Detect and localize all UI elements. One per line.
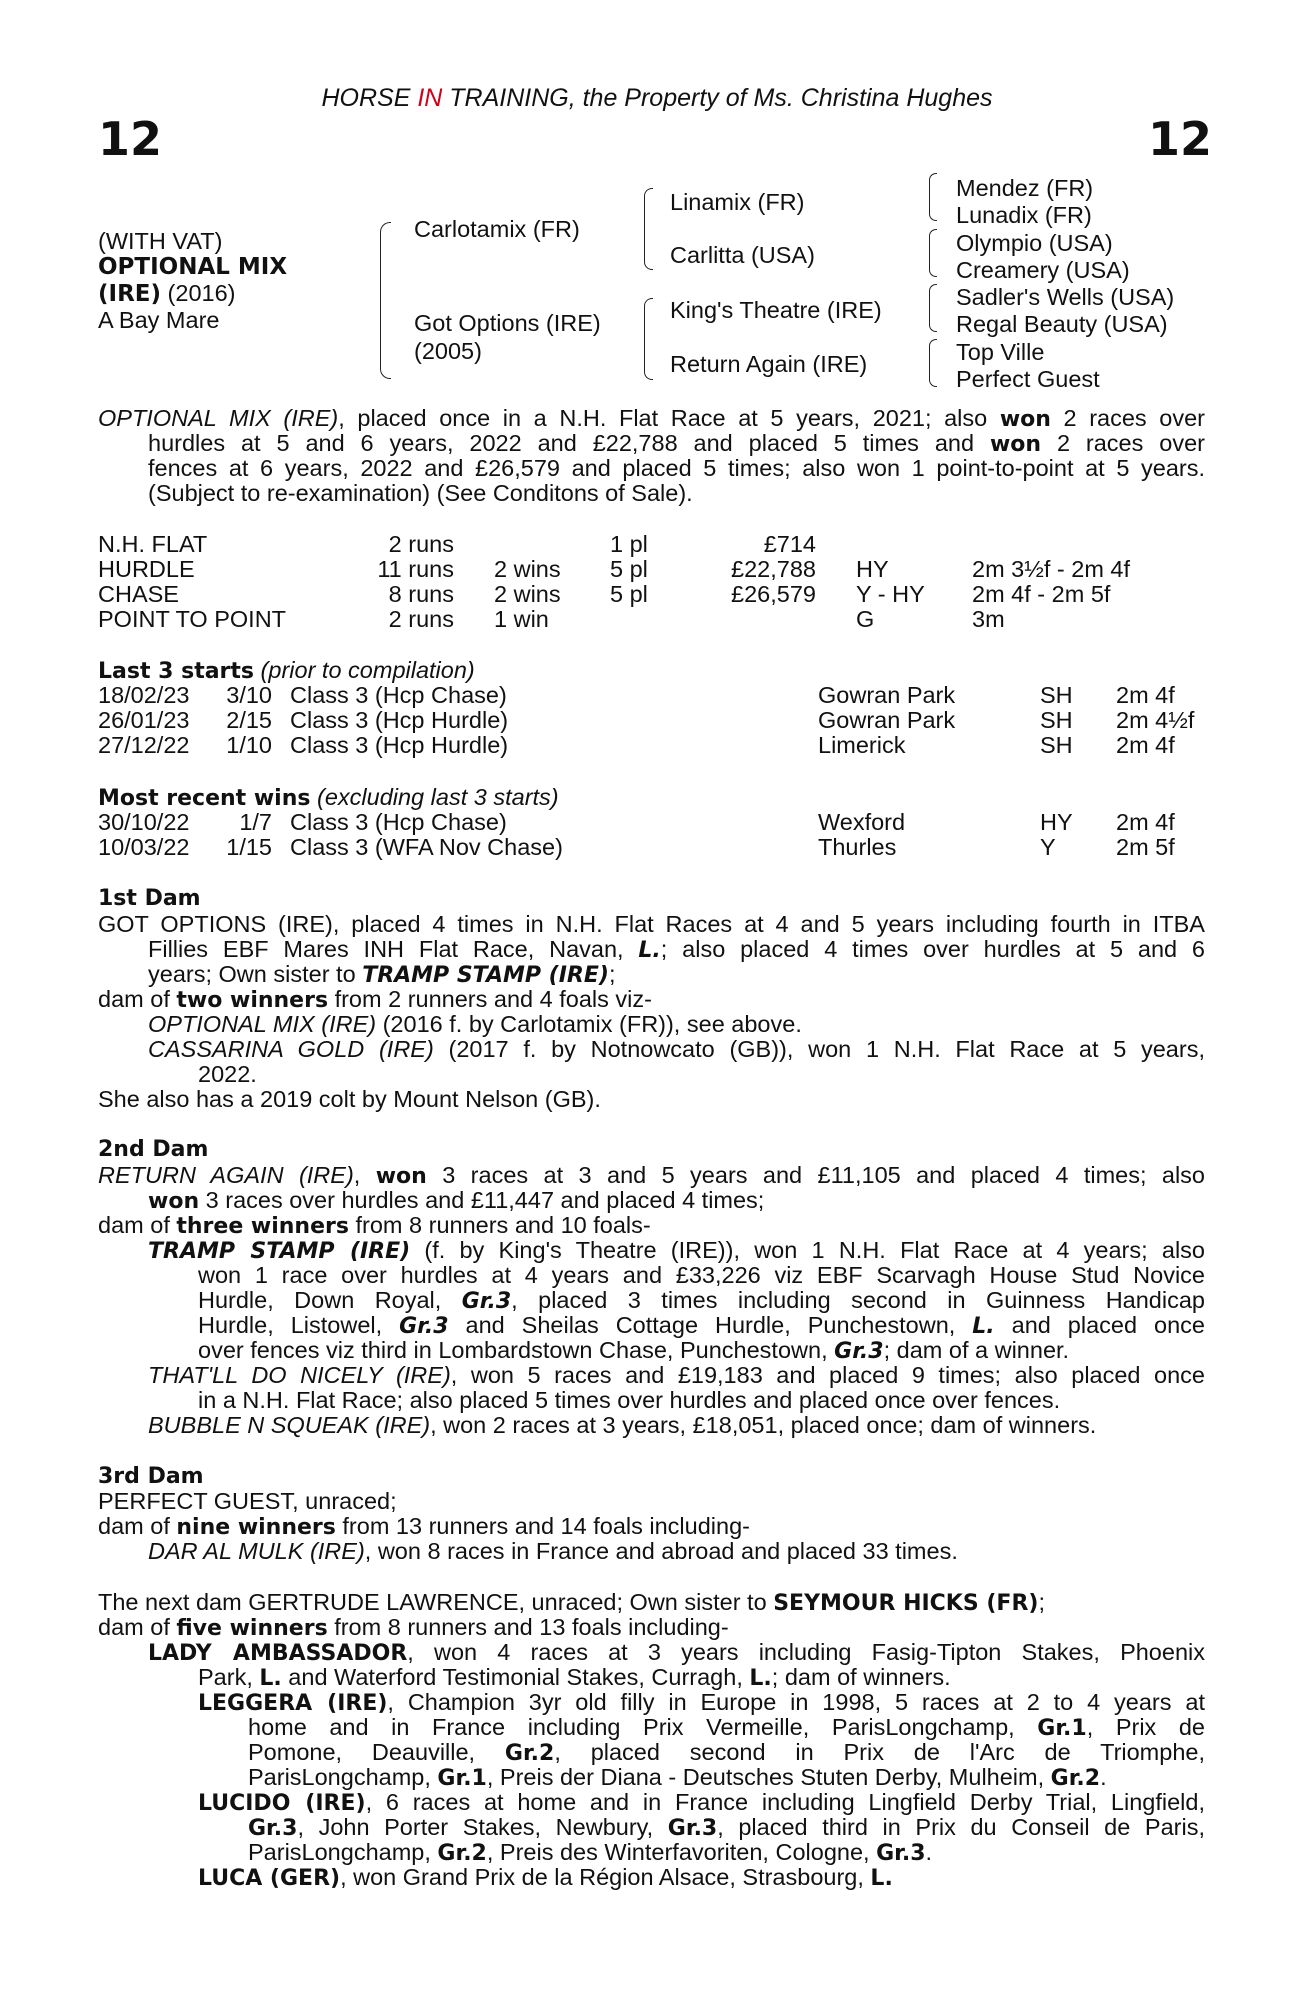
record-row: HURDLE 11 runs 2 wins 5 pl £22,788 HY 2m 3½f - 2m 4f	[98, 556, 1131, 582]
next-dam-line: dam of five winners from 8 runners and 13 foals including-	[98, 1614, 729, 1641]
start-row: 27/12/22 1/10 Class 3 (Hcp Hurdle) Limerick SH 2m 4f	[98, 732, 1175, 758]
dam2-line: dam of three winners from 8 runners and 10 foals-	[98, 1212, 651, 1239]
dam1-line: GOT OPTIONS (IRE), placed 4 times in N.H. Flat Races at 4 and 5 years including fourth in ITBA	[98, 911, 1205, 937]
summary-line-3: fences at 6 years, 2022 and £26,579 and placed 5 times; also won 1 point-to-point at 5 years.	[148, 455, 1205, 481]
horse-origin-year: (IRE) (2016)	[98, 280, 236, 307]
next-dam-line: home and in France including Prix Vermeille, ParisLongchamp, Gr.1, Prix de	[248, 1714, 1205, 1741]
dam2-line: RETURN AGAIN (IRE), won 3 races at 3 and 5 years and £11,105 and placed 4 times; also	[98, 1162, 1205, 1189]
pedigree-sire-sire: Linamix (FR)	[670, 189, 805, 215]
next-dam-line: Park, L. and Waterford Testimonial Stakes, Curragh, L.; dam of winners.	[198, 1664, 951, 1691]
summary-line-4: (Subject to re-examination) (See Conditons of Sale).	[148, 480, 693, 506]
pedigree-great-2: Lunadix (FR)	[956, 202, 1092, 228]
pedigree-brace-sire	[644, 188, 653, 270]
summary-line-2: hurdles at 5 and 6 years, 2022 and £22,788 and placed 5 times and won 2 races over	[148, 430, 1205, 457]
dam1-line: years; Own sister to TRAMP STAMP (IRE);	[148, 961, 616, 988]
next-dam-produce: LEGGERA (IRE), Champion 3yr old filly in Europe in 1998, 5 races at 2 to 4 years at	[198, 1689, 1205, 1716]
summary-line-1: OPTIONAL MIX (IRE), placed once in a N.H. Flat Race at 5 years, 2021; also won 2 races over	[98, 405, 1206, 432]
dam2-heading: 2nd Dam	[98, 1137, 209, 1162]
start-row: 18/02/23 3/10 Class 3 (Hcp Chase) Gowran Park SH 2m 4f	[98, 682, 1175, 708]
pedigree-dam-year: (2005)	[414, 338, 482, 364]
pedigree-great-6: Regal Beauty (USA)	[956, 311, 1168, 337]
header-highlight: IN	[417, 84, 443, 112]
pedigree-brace-g2	[929, 229, 937, 277]
dam2-produce: TRAMP STAMP (IRE) (f. by King's Theatre (IRE)), won 1 N.H. Flat Race at 4 years; also	[148, 1237, 1205, 1264]
pedigree-dam-dam: Return Again (IRE)	[670, 351, 868, 377]
page-header: HORSE IN TRAINING, the Property of Ms. Christina Hughes	[321, 84, 993, 112]
dam2-line: Hurdle, Listowel, Gr.3 and Sheilas Cottage Hurdle, Punchestown, L. and placed once	[198, 1312, 1205, 1339]
pedigree-brace-g1	[929, 173, 937, 221]
dam2-line: over fences viz third in Lombardstown Chase, Punchestown, Gr.3; dam of a winner.	[198, 1337, 1070, 1364]
next-dam-produce: LADY AMBASSADOR, won 4 races at 3 years including Fasig-Tipton Stakes, Phoenix	[148, 1639, 1205, 1666]
dam2-line: won 1 race over hurdles at 4 years and £33,226 viz EBF Scarvagh House Stud Novice	[198, 1262, 1205, 1288]
next-dam-line: The next dam GERTRUDE LAWRENCE, unraced; Own sister to SEYMOUR HICKS (FR);	[98, 1589, 1045, 1616]
pedigree-great-1: Mendez (FR)	[956, 175, 1094, 201]
next-dam-line: ParisLongchamp, Gr.1, Preis der Diana - Deutsches Stuten Derby, Mulheim, Gr.2.	[248, 1764, 1107, 1791]
last3-heading: Last 3 starts (prior to compilation)	[98, 657, 475, 684]
dam1-produce: OPTIONAL MIX (IRE) (2016 f. by Carlotamix (FR)), see above.	[148, 1011, 802, 1037]
pedigree-brace-g4	[929, 339, 937, 387]
dam2-produce: BUBBLE N SQUEAK (IRE), won 2 races at 3 years, £18,051, placed once; dam of winners.	[148, 1412, 1097, 1438]
win-row: 30/10/22 1/7 Class 3 (Hcp Chase) Wexford HY 2m 4f	[98, 809, 1175, 835]
dam1-line: She also has a 2019 colt by Mount Nelson (GB).	[98, 1086, 601, 1112]
horse-name: OPTIONAL MIX	[98, 254, 288, 280]
dam1-line: dam of two winners from 2 runners and 4 foals viz-	[98, 986, 652, 1013]
dam3-line: dam of nine winners from 13 runners and 14 foals including-	[98, 1513, 750, 1540]
pedigree-great-5: Sadler's Wells (USA)	[956, 284, 1175, 310]
next-dam-line: Gr.3, John Porter Stakes, Newbury, Gr.3, placed third in Prix du Conseil de Paris,	[248, 1814, 1205, 1841]
record-row: POINT TO POINT 2 runs 1 win G 3m	[98, 606, 1005, 632]
lot-number-right: 12	[1148, 112, 1213, 166]
horse-description: A Bay Mare	[98, 307, 220, 333]
next-dam-line: Pomone, Deauville, Gr.2, placed second in Prix de l'Arc de Triomphe,	[248, 1739, 1205, 1766]
vat-label: (WITH VAT)	[98, 228, 223, 254]
dam1-heading: 1st Dam	[98, 886, 201, 911]
pedigree-dam: Got Options (IRE)	[414, 310, 601, 336]
lot-number-left: 12	[98, 112, 163, 166]
dam3-heading: 3rd Dam	[98, 1464, 204, 1489]
win-row: 10/03/22 1/15 Class 3 (WFA Nov Chase) Thurles Y 2m 5f	[98, 834, 1175, 860]
record-row: CHASE 8 runs 2 wins 5 pl £26,579 Y - HY 2m 4f - 2m 5f	[98, 581, 1111, 607]
next-dam-produce: LUCA (GER), won Grand Prix de la Région Alsace, Strasbourg, L.	[198, 1864, 893, 1891]
dam2-line: won 3 races over hurdles and £11,447 and placed 4 times;	[148, 1187, 765, 1214]
pedigree-great-7: Top Ville	[956, 339, 1045, 365]
pedigree-great-8: Perfect Guest	[956, 366, 1100, 392]
pedigree-great-4: Creamery (USA)	[956, 257, 1130, 283]
next-dam-line: ParisLongchamp, Gr.2, Preis des Winterfavoriten, Cologne, Gr.3.	[248, 1839, 933, 1866]
pedigree-dam-sire: King's Theatre (IRE)	[670, 297, 882, 323]
start-row: 26/01/23 2/15 Class 3 (Hcp Hurdle) Gowran Park SH 2m 4½f	[98, 707, 1195, 733]
pedigree-sire-dam: Carlitta (USA)	[670, 242, 815, 268]
dam1-line: Fillies EBF Mares INH Flat Race, Navan, L.; also placed 4 times over hurdles at 5 and 6	[148, 936, 1205, 963]
pedigree-brace-main	[380, 222, 391, 379]
dam1-produce: CASSARINA GOLD (IRE) (2017 f. by Notnowcato (GB)), won 1 N.H. Flat Race at 5 years,	[148, 1036, 1205, 1062]
pedigree-brace-dam	[644, 298, 653, 380]
dam3-line: PERFECT GUEST, unraced;	[98, 1488, 397, 1514]
dam2-line: Hurdle, Down Royal, Gr.3, placed 3 times including second in Guinness Handicap	[198, 1287, 1205, 1314]
dam1-line: 2022.	[198, 1061, 257, 1087]
dam2-produce: THAT'LL DO NICELY (IRE), won 5 races and £19,183 and placed 9 times; also placed once	[148, 1362, 1205, 1388]
dam3-produce: DAR AL MULK (IRE), won 8 races in France and abroad and placed 33 times.	[148, 1538, 958, 1564]
dam2-line: in a N.H. Flat Race; also placed 5 times over hurdles and placed once over fences.	[198, 1387, 1061, 1413]
pedigree-sire: Carlotamix (FR)	[414, 216, 580, 242]
next-dam-produce: LUCIDO (IRE), 6 races at home and in France including Lingfield Derby Trial, Lingfield,	[198, 1789, 1205, 1816]
recent-wins-heading: Most recent wins (excluding last 3 starts)	[98, 784, 559, 811]
pedigree-great-3: Olympio (USA)	[956, 230, 1113, 256]
record-row: N.H. FLAT 2 runs 1 pl £714	[98, 531, 816, 557]
pedigree-brace-g3	[929, 284, 937, 332]
